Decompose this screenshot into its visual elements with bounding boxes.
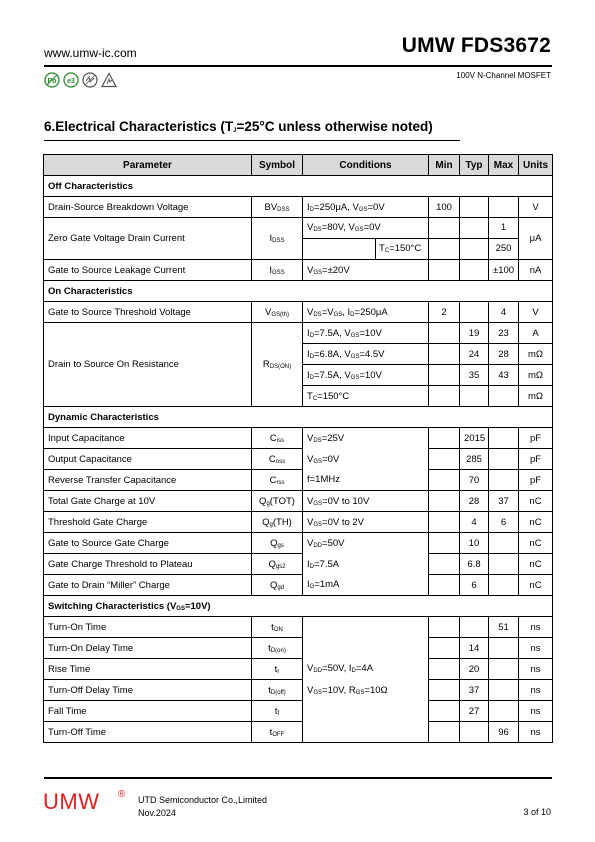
table-row: Gate to Source Leakage Current IGSS VGS=±20V ±100 nA <box>44 260 553 281</box>
table-row: Drain to Source On Resistance RDS(ON) ID=7.5A, VGS=10V 19 23 A <box>44 323 553 344</box>
page-number: 3 of 10 <box>523 807 551 817</box>
table-row: Fall Time tf 27 ns <box>44 701 553 722</box>
header-units: Units <box>519 155 553 176</box>
footer-divider <box>44 777 552 779</box>
electrical-characteristics-table <box>43 154 553 743</box>
umw-logo: UMW <box>43 789 100 814</box>
table-row: Gate to Source Threshold Voltage VGS(th) VDS=VGS, ID=250μA 2 4 V <box>44 302 553 323</box>
part-subtitle: 100V N-Channel MOSFET <box>456 71 551 80</box>
section-row: Off Characteristics <box>44 176 553 197</box>
table-row: Threshold Gate Charge Qg(TH) VGS=0V to 2V 4 6 nC <box>44 512 553 533</box>
header-max: Max <box>489 155 519 176</box>
pb-free-icon <box>44 72 60 88</box>
section-row: On Characteristics <box>44 281 553 302</box>
svg-text:e3: e3 <box>67 78 75 85</box>
halogen-free-icon <box>82 72 98 88</box>
table-row: Turn-Off Delay Time tD(off) 37 ns <box>44 680 553 701</box>
header-divider <box>44 65 552 67</box>
table-row: ID=6.8A, VGS=4.5V 24 28 mΩ <box>44 344 553 365</box>
section-row: Dynamic Characteristics <box>44 407 553 428</box>
section-underline <box>44 140 460 141</box>
header-min: Min <box>429 155 460 176</box>
table-row: Drain-Source Breakdown Voltage BVDSS ID=250μA, VGS=0V 100 V <box>44 197 553 218</box>
table-row: Turn-On Delay Time tD(on) 14 ns <box>44 638 553 659</box>
header-parameter: Parameter <box>44 155 252 176</box>
header-typ: Typ <box>460 155 489 176</box>
esd-icon <box>101 72 117 88</box>
part-number-title: UMW FDS3672 <box>401 34 551 57</box>
table-row: Reverse Transfer Capacitance Crss f=1MHz 70 pF <box>44 470 553 491</box>
table-row: Gate to Source Gate Charge Qgs VDD=50V 10 nC <box>44 533 553 554</box>
e3-icon <box>63 72 79 88</box>
header-symbol: Symbol <box>252 155 303 176</box>
table-row: TC=150°C mΩ <box>44 386 553 407</box>
table-row: Output Capacitance Coss VGS=0V 285 pF <box>44 449 553 470</box>
table-row: Rise Time tr 20 ns <box>44 659 553 680</box>
table-row: Gate to Drain “Miller” Charge Qgd IG=1mA 6 nC <box>44 575 553 596</box>
website-url[interactable]: www.umw-ic.com <box>44 46 137 60</box>
section-title: 6.Electrical Characteristics ($T_J=25^\circ C$ unless otherwise noted) <box>44 119 433 134</box>
table-row: Gate Charge Threshold to Plateau Qgs2 ID=7.5A 6.8 nC <box>44 554 553 575</box>
section-row: Switching Characteristics (VGS=10V) <box>44 596 553 617</box>
compliance-badges <box>44 72 117 88</box>
table-row: Input Capacitance Ciss VDS=25V 2015 pF <box>44 428 553 449</box>
table-row: Turn-On Time tON VDD=50V, ID=4A VGS=10V, RGS=10Ω 51 ns <box>44 617 553 638</box>
table-row: ID=7.5A, VGS=10V 35 43 mΩ <box>44 365 553 386</box>
registered-mark: ® <box>118 789 126 800</box>
table-row: Zero Gate Voltage Drain Current IDSS VDS=80V, VGS=0V TC=150°C 1 250 μA <box>44 218 553 260</box>
document-date: Nov.2024 <box>138 808 176 818</box>
svg-text:Pb: Pb <box>47 78 57 85</box>
company-name: UTD Semiconductor Co.,Limited <box>138 795 268 805</box>
header-conditions: Conditions <box>303 155 429 176</box>
table-header-row <box>44 155 553 176</box>
table-row: Total Gate Charge at 10V Qg(TOT) VGS=0V to 10V 28 37 nC <box>44 491 553 512</box>
table-row: Turn-Off Time tOFF 96 ns <box>44 722 553 743</box>
